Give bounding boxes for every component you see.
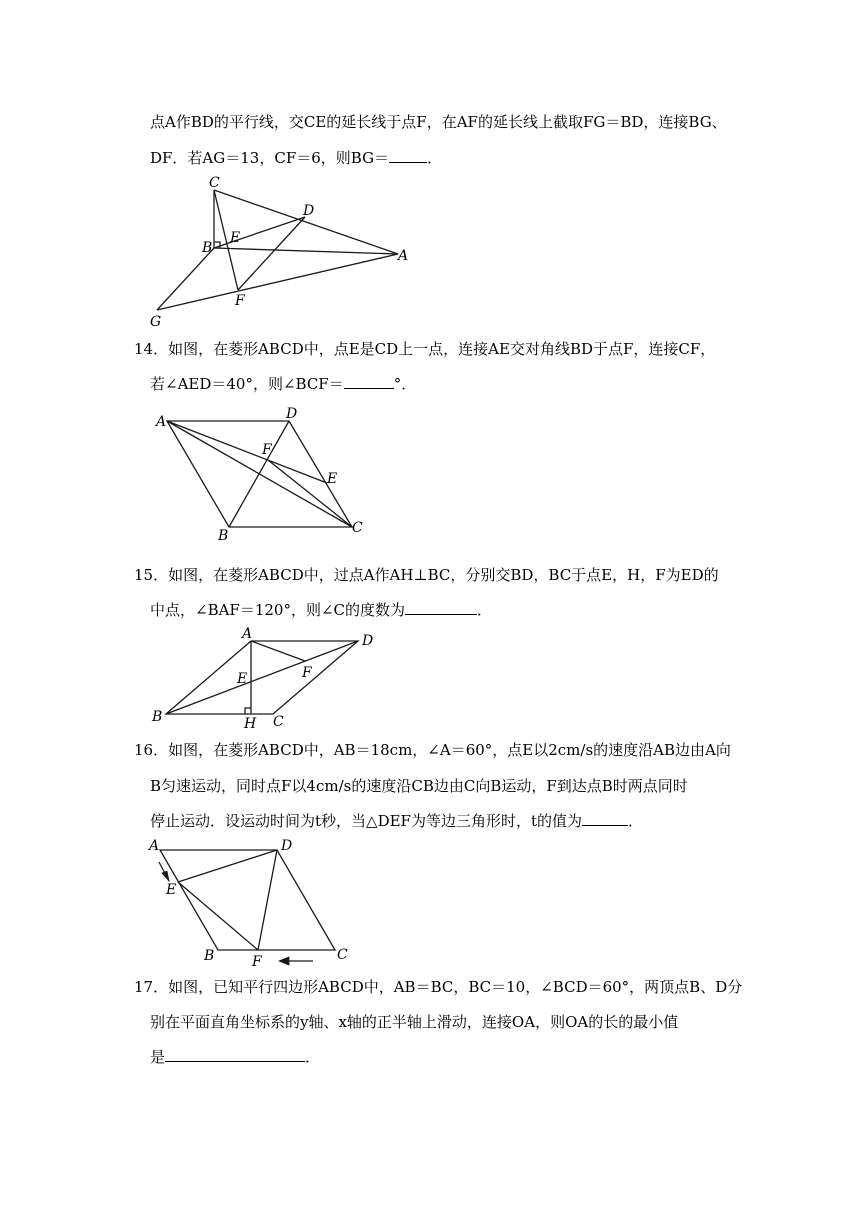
q14-label-e: E <box>327 471 338 487</box>
q14-label-b: B <box>218 528 229 544</box>
q14-label-a: A <box>156 414 167 430</box>
q16-answer-blank[interactable] <box>582 810 628 826</box>
q13-line2-start: DF．若AG＝13，CF＝6，则BG＝ <box>150 149 390 167</box>
q15-label-e: E <box>237 671 248 687</box>
q17-answer-blank[interactable] <box>165 1046 305 1062</box>
q13-answer-blank[interactable] <box>389 147 427 163</box>
q15-line2-end: ． <box>477 601 493 619</box>
q16-line3-start: 停止运动．设运动时间为t秒，当△DEF为等边三角形时，t的值为 <box>150 812 582 830</box>
q16-text-line1: 16．如图，在菱形ABCD中，AB＝18cm，∠A＝60°，点E以2cm/s的速度沿AB边由A向 <box>134 741 731 759</box>
q13-figure <box>140 170 420 335</box>
q15-label-d: D <box>362 633 374 649</box>
q15-label-b: B <box>152 709 163 725</box>
q15-text-line2 <box>150 599 492 620</box>
q14-label-f: F <box>262 442 272 458</box>
q16-text-line2: B匀速运动，同时点F以4cm/s的速度沿CB边由C向B运动，F到达点B时两点同时 <box>150 777 688 795</box>
q16-label-b: B <box>204 948 215 964</box>
q14-answer-blank[interactable] <box>344 373 394 389</box>
q15-label-c: C <box>273 714 284 730</box>
q16-label-e: E <box>166 882 177 898</box>
q13-label-d: D <box>303 203 315 219</box>
q14-text-line2 <box>150 373 416 394</box>
q13-label-b: B <box>202 240 213 256</box>
q13-line2-end: ． <box>427 149 443 167</box>
q17-text-line3 <box>150 1046 320 1067</box>
q15-text-line1: 15．如图，在菱形ABCD中，过点A作AH⊥BC，分别交BD，BC于点E，H，F为ED的 <box>134 566 719 584</box>
q17-line3-end: ． <box>305 1048 321 1066</box>
q13-label-e: E <box>230 230 241 246</box>
q13-label-c: C <box>209 175 220 191</box>
q16-line3-end: ． <box>627 812 643 830</box>
q16-figure <box>145 835 355 970</box>
q13-figure-lines <box>157 190 398 310</box>
q15-label-h: H <box>244 716 257 732</box>
q16-label-c: C <box>337 947 348 963</box>
q15-figure-lines <box>166 641 358 714</box>
q14-label-d: D <box>286 406 298 422</box>
q13-text-line1: 点A作BD的平行线，交CE的延长线于点F，在AF的延长线上截取FG＝BD，连接BG、 <box>150 113 727 131</box>
q17-text-line1: 17．如图，已知平行四边形ABCD中，AB＝BC，BC＝10，∠BCD＝60°，两顶点B、D分 <box>134 978 743 996</box>
q13-text-line2 <box>150 147 442 168</box>
q13-label-g: G <box>150 314 162 330</box>
q16-label-f: F <box>252 954 262 970</box>
q16-figure-lines <box>160 850 335 950</box>
q15-label-a: A <box>242 626 253 642</box>
q16-arrow-f-icon <box>279 957 313 965</box>
q13-label-a: A <box>398 248 409 264</box>
q14-figure <box>150 400 370 545</box>
q14-line2-start: 若∠AED＝40°，则∠BCF＝ <box>150 375 344 393</box>
q15-figure <box>145 625 380 730</box>
q17-line3-start: 是 <box>150 1048 166 1066</box>
q13-label-f: F <box>235 293 245 309</box>
q15-line2-start: 中点，∠BAF＝120°，则∠C的度数为 <box>150 601 406 619</box>
q14-figure-lines <box>167 421 352 527</box>
q15-answer-blank[interactable] <box>405 599 477 615</box>
q16-text-line3 <box>150 810 643 831</box>
q14-line2-end: °． <box>393 375 417 393</box>
q16-label-a: A <box>149 838 160 854</box>
q15-label-f: F <box>302 665 312 681</box>
q16-label-d: D <box>281 838 293 854</box>
q14-text-line1: 14．如图，在菱形ABCD中，点E是CD上一点，连接AE交对角线BD于点F，连接CF， <box>134 340 716 358</box>
q17-text-line2: 别在平面直角坐标系的y轴、x轴的正半轴上滑动，连接OA，则OA的长的最小值 <box>150 1013 679 1031</box>
q14-label-c: C <box>352 520 363 536</box>
q16-arrow-e-icon <box>159 862 169 881</box>
